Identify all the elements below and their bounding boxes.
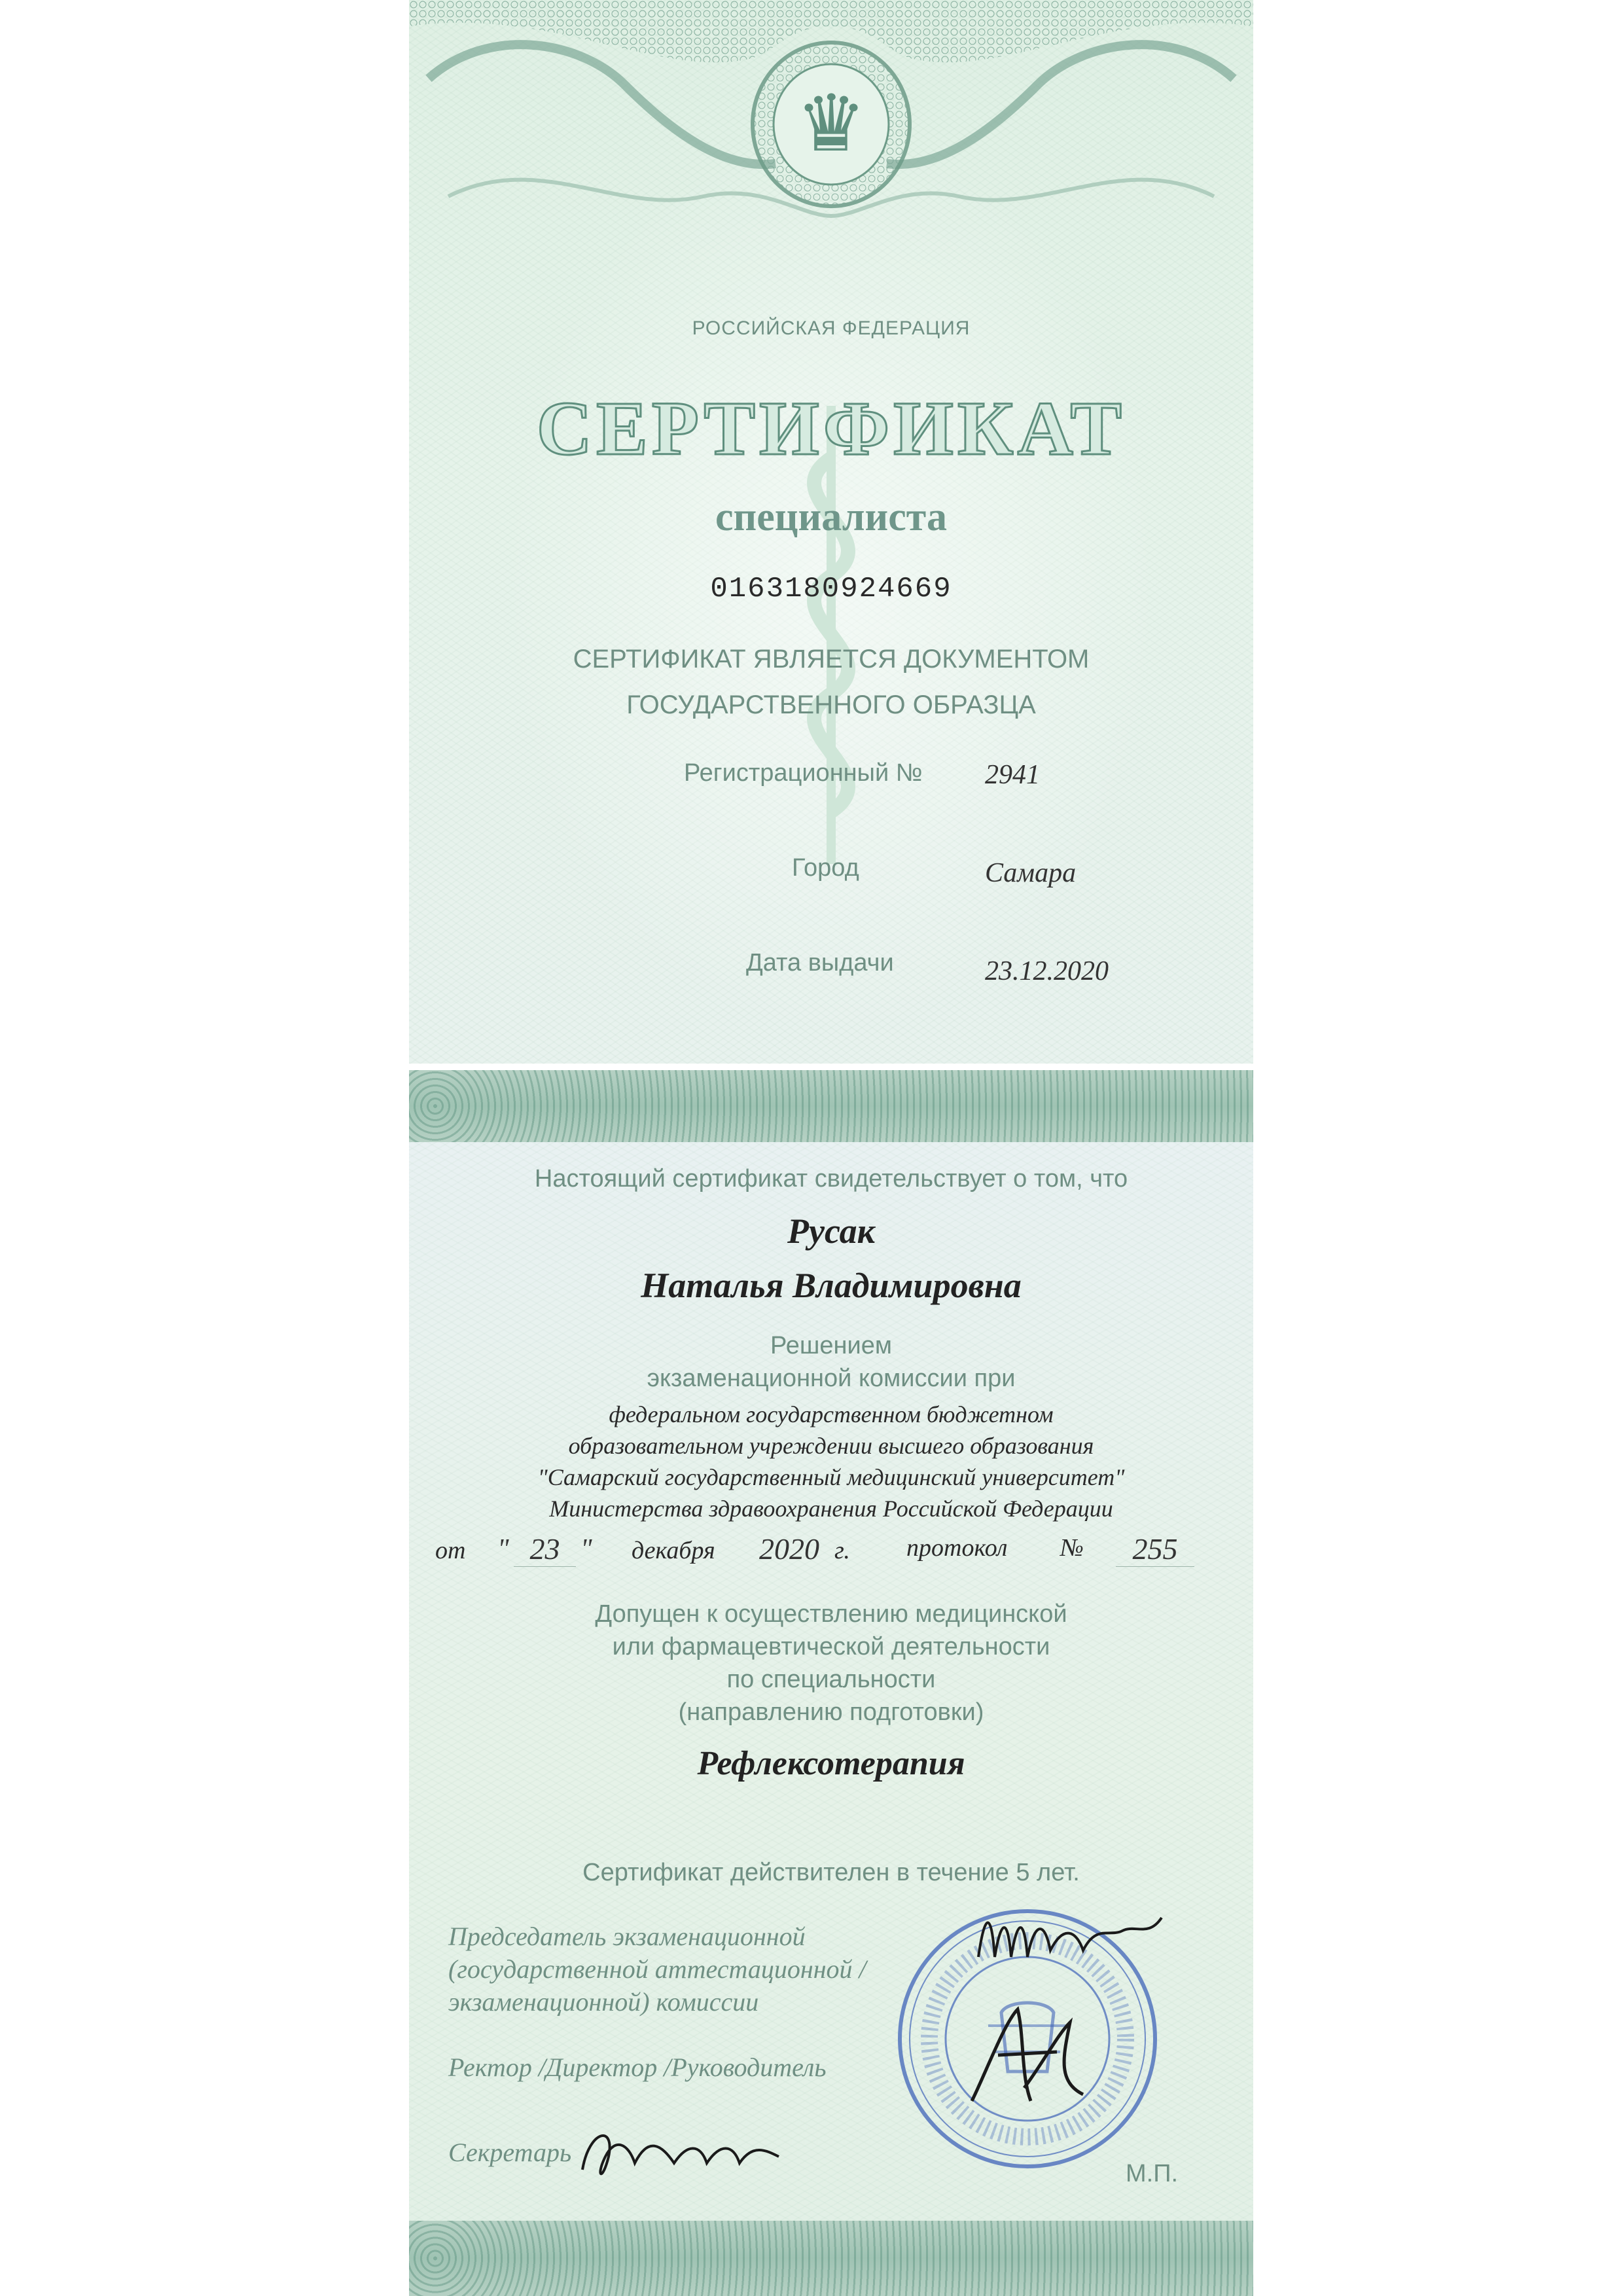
- coat-of-arms-icon: ♛: [796, 81, 866, 168]
- admitted-line-3: по специальности: [726, 1666, 936, 1693]
- secretary-label: Секретарь: [448, 2138, 572, 2167]
- city-label: Город: [792, 854, 859, 882]
- chairman-label-line-1: Председатель экзаменационной: [448, 1922, 806, 1951]
- serial-number: 0163180924669: [710, 573, 952, 605]
- caduceus-watermark-icon: [753, 406, 910, 864]
- protocol-open-quote: ": [497, 1534, 509, 1564]
- decision-line-2: экзаменационной комиссии при: [647, 1365, 1016, 1392]
- rector-label: Ректор /Директор /Руководитель: [448, 2053, 827, 2082]
- issue-date-value: 23.12.2020: [985, 956, 1109, 986]
- protocol-year-suffix: г.: [834, 1537, 850, 1564]
- chairman-label-line-2: (государственной аттестационной /: [448, 1954, 866, 1984]
- stamp-place-label: М.П.: [1126, 2160, 1179, 2187]
- certificate-bottom-page: [409, 1070, 1253, 2296]
- country-label: РОССИЙСКАЯ ФЕДЕРАЦИЯ: [692, 317, 971, 339]
- certificate-top-page: [409, 0, 1253, 1064]
- holder-given-names: Наталья Владимировна: [641, 1266, 1022, 1305]
- rector-signature: [959, 1996, 1090, 2114]
- protocol-day: 23: [514, 1532, 576, 1567]
- specialty: Рефлексотерапия: [697, 1745, 965, 1782]
- chairman-signature: [972, 1898, 1168, 1977]
- registration-label: Регистрационный №: [684, 759, 923, 787]
- intro-text: Настоящий сертификат свидетельствует о том, что: [534, 1165, 1128, 1193]
- admitted-line-1: Допущен к осуществлению медицинской: [595, 1600, 1067, 1628]
- city-value: Самара: [985, 858, 1077, 888]
- institution-line-3: "Самарский государственный медицинский университет": [537, 1464, 1125, 1490]
- registration-value: 2941: [985, 760, 1040, 790]
- institution-line-1: федеральном государственном бюджетном: [609, 1401, 1054, 1427]
- chairman-label-line-3: экзаменационной) комиссии: [448, 1987, 759, 2017]
- holder-surname: Русак: [787, 1211, 875, 1251]
- admitted-line-2: или фармацевтической деятельности: [612, 1633, 1050, 1660]
- protocol-month: декабря: [632, 1537, 715, 1564]
- admitted-line-4: (направлению подготовки): [678, 1698, 984, 1726]
- secretary-signature: [576, 2117, 785, 2189]
- issue-date-label: Дата выдачи: [746, 949, 894, 977]
- institution-line-4: Министерства здравоохранения Российской Федерации: [549, 1496, 1113, 1522]
- protocol-close-quote: ": [580, 1534, 592, 1564]
- guilloche-band-top: [409, 1070, 1253, 1142]
- protocol-from: от: [435, 1537, 466, 1564]
- decision-line-1: Решением: [770, 1332, 892, 1359]
- protocol-number: 255: [1116, 1532, 1194, 1567]
- certificate-title: СЕРТИФИКАТ: [536, 386, 1126, 471]
- institution-line-2: образовательном учреждении высшего образования: [568, 1433, 1094, 1459]
- protocol-year: 2020: [759, 1532, 819, 1566]
- protocol-label: протокол: [906, 1534, 1008, 1562]
- validity-text: Сертификат действителен в течение 5 лет.: [582, 1859, 1080, 1886]
- state-document-line-1: СЕРТИФИКАТ ЯВЛЯЕТСЯ ДОКУМЕНТОМ: [573, 645, 1090, 673]
- protocol-number-sign: №: [1060, 1534, 1084, 1562]
- certificate-subtitle: специалиста: [715, 495, 947, 539]
- state-document-line-2: ГОСУДАРСТВЕННОГО ОБРАЗЦА: [626, 691, 1036, 719]
- guilloche-band-bottom: [409, 2221, 1253, 2296]
